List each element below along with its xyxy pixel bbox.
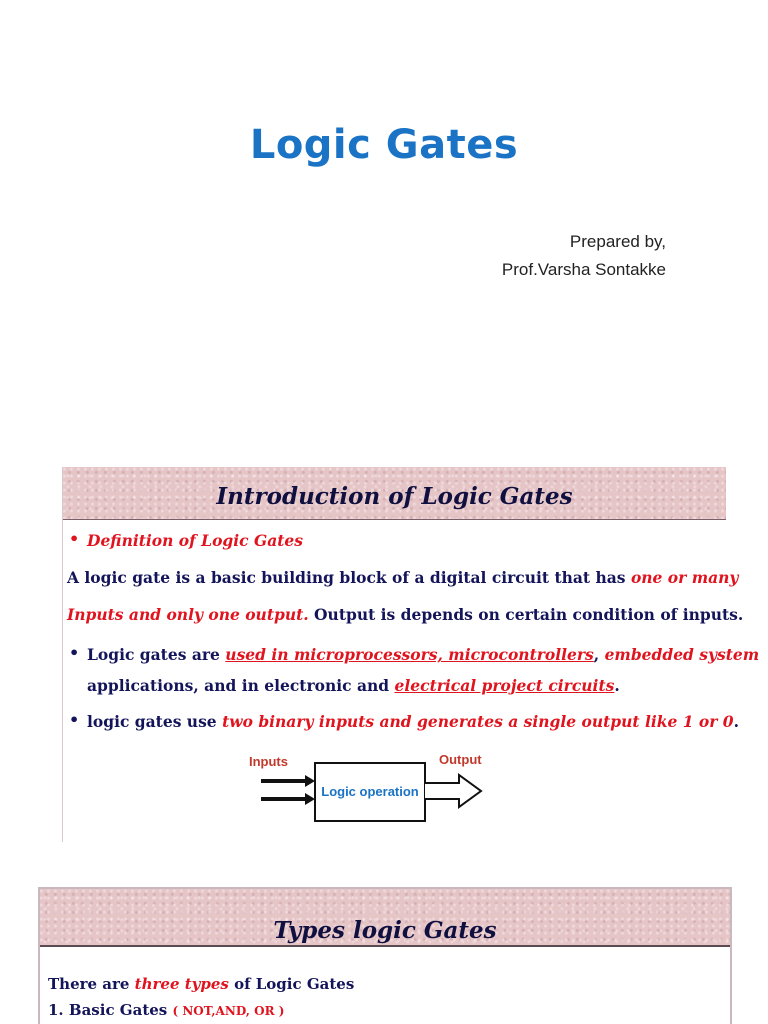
definition-line-2: Inputs and only one output. Output is depends on certain condition of inputs. <box>67 605 744 624</box>
slide-heading: Types logic Gates <box>40 889 730 947</box>
bullet-marker: • <box>69 643 80 662</box>
definition-line-1: A logic gate is a basic building block of a digital circuit that has one or many <box>67 568 739 587</box>
credits <box>502 228 666 284</box>
output-arrow-icon <box>425 775 481 807</box>
logic-diagram <box>243 747 503 827</box>
inputs-label: Inputs <box>249 754 288 769</box>
input-arrow-2-icon <box>305 793 315 805</box>
output-label: Output <box>439 752 482 767</box>
author-name: Prof.Varsha Sontakke <box>501 260 666 279</box>
logic-operation-label: Logic operation <box>321 784 419 799</box>
definition-bullet: Definition of Logic Gates <box>87 531 304 550</box>
slide-heading: Introduction of Logic Gates <box>63 467 726 520</box>
electrical-circuits-link[interactable]: electrical project circuits <box>394 676 615 695</box>
prepared-by-label: Prepared by, <box>569 232 666 251</box>
bullet-marker: • <box>69 529 80 548</box>
input-arrow-1-icon <box>305 775 315 787</box>
bullet-marker: • <box>69 710 80 729</box>
types-item-1: 1. Basic Gates ( NOT,AND, OR ) <box>48 1001 285 1019</box>
types-intro: There are three types of Logic Gates <box>48 975 355 993</box>
binary-line: logic gates use two binary inputs and generates a single output like 1 or 0. <box>87 712 739 731</box>
slide-introduction <box>62 467 760 842</box>
slide-types <box>38 887 732 1024</box>
usage-line-1: Logic gates are used in microprocessors, microcontrollers, embedded system <box>87 645 760 664</box>
microprocessors-link[interactable]: used in microprocessors, microcontrollers <box>225 645 594 664</box>
usage-line-2: applications, and in electronic and electrical project circuits. <box>87 676 620 695</box>
page-title: Logic Gates <box>249 122 519 168</box>
